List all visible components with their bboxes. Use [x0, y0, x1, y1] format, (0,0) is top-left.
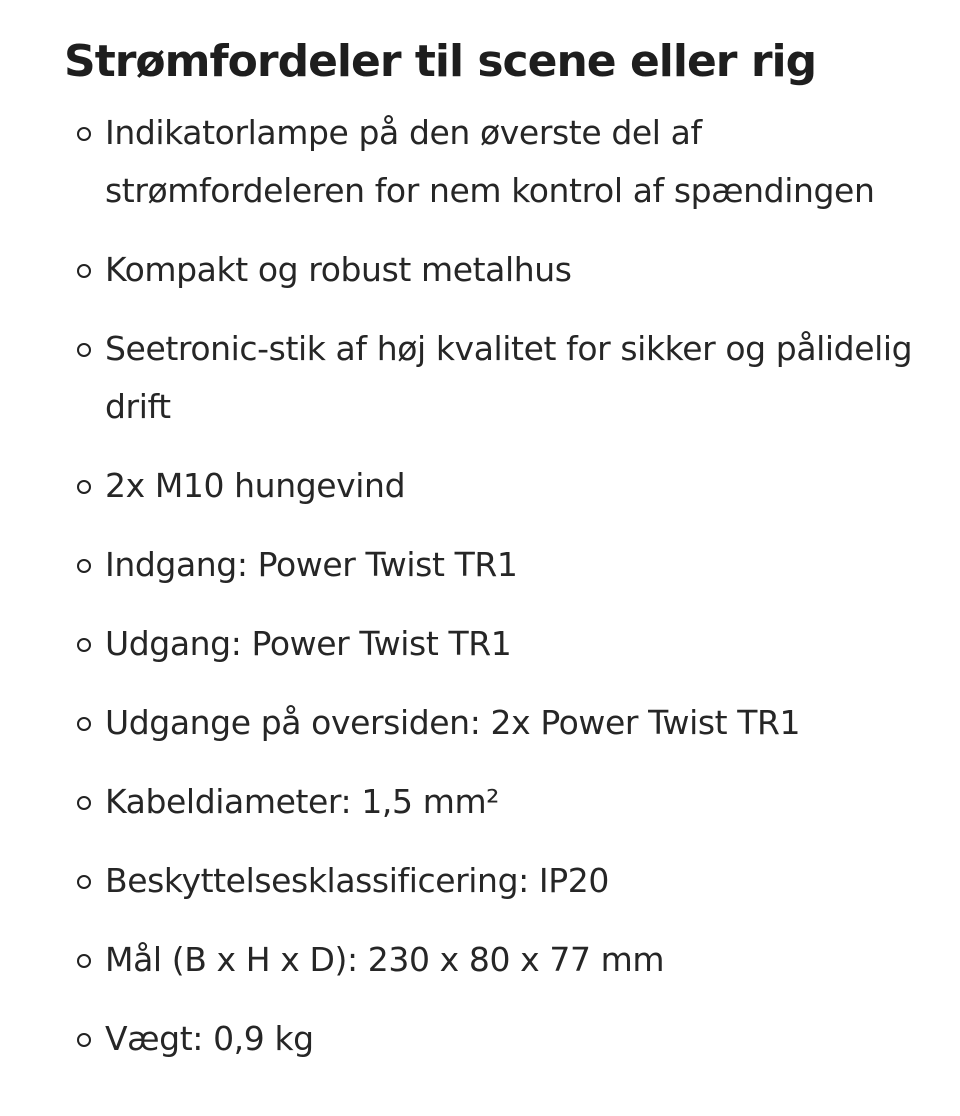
circle-bullet-icon — [77, 1033, 91, 1047]
circle-bullet-icon — [77, 480, 91, 494]
circle-bullet-icon — [77, 875, 91, 889]
circle-bullet-icon — [77, 954, 91, 968]
feature-item-top-outputs — [64, 694, 954, 752]
feature-text: Seetronic-stik af høj kvalitet for sikker og pålidelig drift — [105, 329, 913, 426]
circle-bullet-icon — [77, 264, 91, 278]
section-heading: Strømfordeler til scene eller rig — [64, 36, 817, 87]
feature-text: Kompakt og robust metalhus — [105, 250, 572, 289]
circle-bullet-icon — [77, 127, 91, 141]
feature-text: Mål (B x H x D): 230 x 80 x 77 mm — [105, 940, 665, 979]
feature-item-input — [64, 536, 954, 594]
feature-text: Kabeldiameter: 1,5 mm² — [105, 782, 500, 821]
feature-text: Udgang: Power Twist TR1 — [105, 624, 512, 663]
feature-text: Beskyttelsesklassificering: IP20 — [105, 861, 609, 900]
feature-item-indicator-lamp — [64, 104, 954, 220]
circle-bullet-icon — [77, 717, 91, 731]
feature-item-connectors — [64, 320, 954, 436]
feature-item-output — [64, 615, 954, 673]
feature-item-housing — [64, 241, 954, 299]
feature-item-weight — [64, 1010, 954, 1068]
feature-text: Vægt: 0,9 kg — [105, 1019, 314, 1058]
feature-text: Indgang: Power Twist TR1 — [105, 545, 518, 584]
feature-list — [64, 104, 954, 1068]
feature-item-protection-class — [64, 852, 954, 910]
feature-item-threads — [64, 457, 954, 515]
circle-bullet-icon — [77, 343, 91, 357]
feature-item-dimensions — [64, 931, 954, 989]
circle-bullet-icon — [77, 796, 91, 810]
product-description — [64, 30, 954, 1089]
circle-bullet-icon — [77, 559, 91, 573]
circle-bullet-icon — [77, 638, 91, 652]
feature-text: Indikatorlampe på den øverste del af strømfordeleren for nem kontrol af spændingen — [105, 113, 875, 210]
feature-text: 2x M10 hungevind — [105, 466, 406, 505]
feature-item-cable-diameter — [64, 773, 954, 831]
feature-text: Udgange på oversiden: 2x Power Twist TR1 — [105, 703, 801, 742]
